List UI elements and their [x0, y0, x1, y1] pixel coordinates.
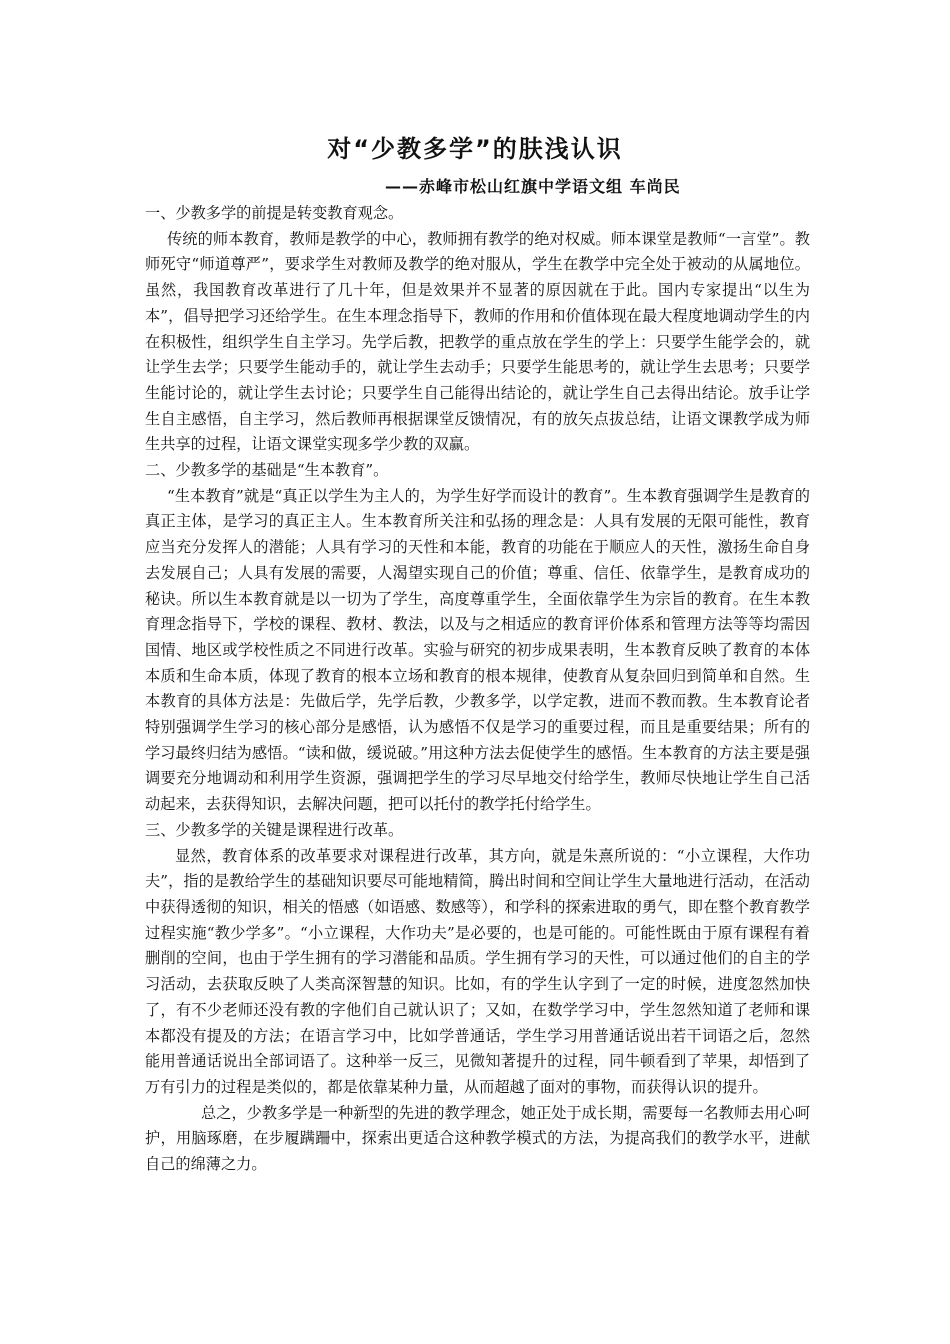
section-1-paragraph: 传统的师本教育，教师是教学的中心，教师拥有教学的绝对权威。师本课堂是教师“一言堂”。教师死守“师道尊严”，要求学生对教师及教学的绝对服从，学生在教学中完全处于被动的从属地位。虽然，我国教育改革进行了几十年，但是效果并不显著的原因就在于此。国内专家提出“以生为本”，倡导把学习还给学生。在生本理念指导下，教师的作用和价值体现在最大程度地调动学生的内在积极性，组织学生自主学习。先学后教，把教学的重点放在学生的学上：只要学生能学会的，就让学生去学；只要学生能动手的，就让学生去动手；只要学生能思考的，就让学生去思考；只要学生能讨论的，就让学生去讨论；只要学生自己能得出结论的，就让学生自己去得出结论。放手让学生自主感悟，自主学习，然后教师再根据课堂反馈情况，有的放矢点拔总结，让语文课教学成为师生共享的过程，让语文课堂实现多学少教的双赢。 [145, 229, 810, 454]
section-3-heading: 三、少教多学的关键是课程进行改革。 [145, 820, 404, 839]
section-2-heading: 二、少教多学的基础是“生本教育”。 [145, 461, 389, 480]
author-byline: ——赤峰市松山红旗中学语文组 车尚民 [385, 177, 681, 196]
section-3-paragraph: 显然，教育体系的改革要求对课程进行改革，其方向，就是朱熹所说的：“小立课程，大作功夫”，指的是教给学生的基础知识要尽可能地精简，腾出时间和空间让学生大量地进行活动，在活动中获得透彻的知识，相关的悟感（如语感、数感等），和学科的探索进取的勇气，即在整个教育教学过程实施“教少学多”。“小立课程，大作功夫”是必要的，也是可能的。可能性既由于原有课程有着删削的空间，也由于学生拥有的学习潜能和品质。学生拥有学习的天性，可以通过他们的自主的学习活动，去获取反映了人类高深智慧的知识。比如，有的学生认字到了一定的时候，进度忽然加快了，有不少老师还没有教的字他们自己就认识了；又如，在数学学习中，学生忽然知道了老师和课本都没有提及的方法；在语言学习中，比如学普通话，学生学习用普通话说出若干词语之后，忽然能用普通话说出全部词语了。这种举一反三，见微知著提升的过程，同牛顿看到了苹果，却悟到了万有引力的过程是类似的，都是依靠某种力量，从而超越了面对的事物，而获得认识的提升。 [145, 846, 810, 1096]
article-body [145, 201, 810, 1178]
conclusion-paragraph: 总之，少教多学是一种新型的先进的教学理念，她正处于成长期，需要每一名教师去用心呵护，用脑琢磨，在步履蹒跚中，探索出更适合这种教学模式的方法，为提高我们的教学水平，进献自己的绵薄之力。 [145, 1103, 810, 1174]
section-2-paragraph: “生本教育”就是“真正以学生为主人的，为学生好学而设计的教育”。生本教育强调学生是教育的真正主体，是学习的真正主人。生本教育所关注和弘扬的理念是：人具有发展的无限可能性，教育应当充分发挥人的潜能；人具有学习的天性和本能，教育的功能在于顺应人的天性，激扬生命自身去发展自己；人具有发展的需要，人渴望实现自己的价值；尊重、信任、依靠学生，是教育成功的秘诀。所以生本教育就是以一切为了学生，高度尊重学生，全面依靠学生为宗旨的教育。在生本教育理念指导下，学校的课程、教材、教法，以及与之相适应的教育评价体系和管理方法等等均需因国情、地区或学校性质之不同进行改革。实验与研究的初步成果表明，生本教育反映了教育的本体本质和生命本质，体现了教育的根本立场和教育的根本规律，使教育从复杂回归到简单和自然。生本教育的具体方法是：先做后学，先学后教，少教多学，以学定教，进而不教而教。生本教育论者特别强调学生学习的核心部分是感悟，认为感悟不仅是学习的重要过程，而且是重要结果；所有的学习最终归结为感悟。“读和做，缓说破。”用这种方法去促使学生的感悟。生本教育的方法主要是强调要充分地调动和利用学生资源，强调把学生的学习尽早地交付给学生，教师尽快地让学生自己活动起来，去获得知识，去解决问题，把可以托付的教学托付给学生。 [145, 486, 810, 814]
section-1-heading: 一、少教多学的前提是转变教育观念。 [145, 204, 404, 222]
page-title: 对“少教多学”的肤浅认识 [327, 135, 623, 163]
